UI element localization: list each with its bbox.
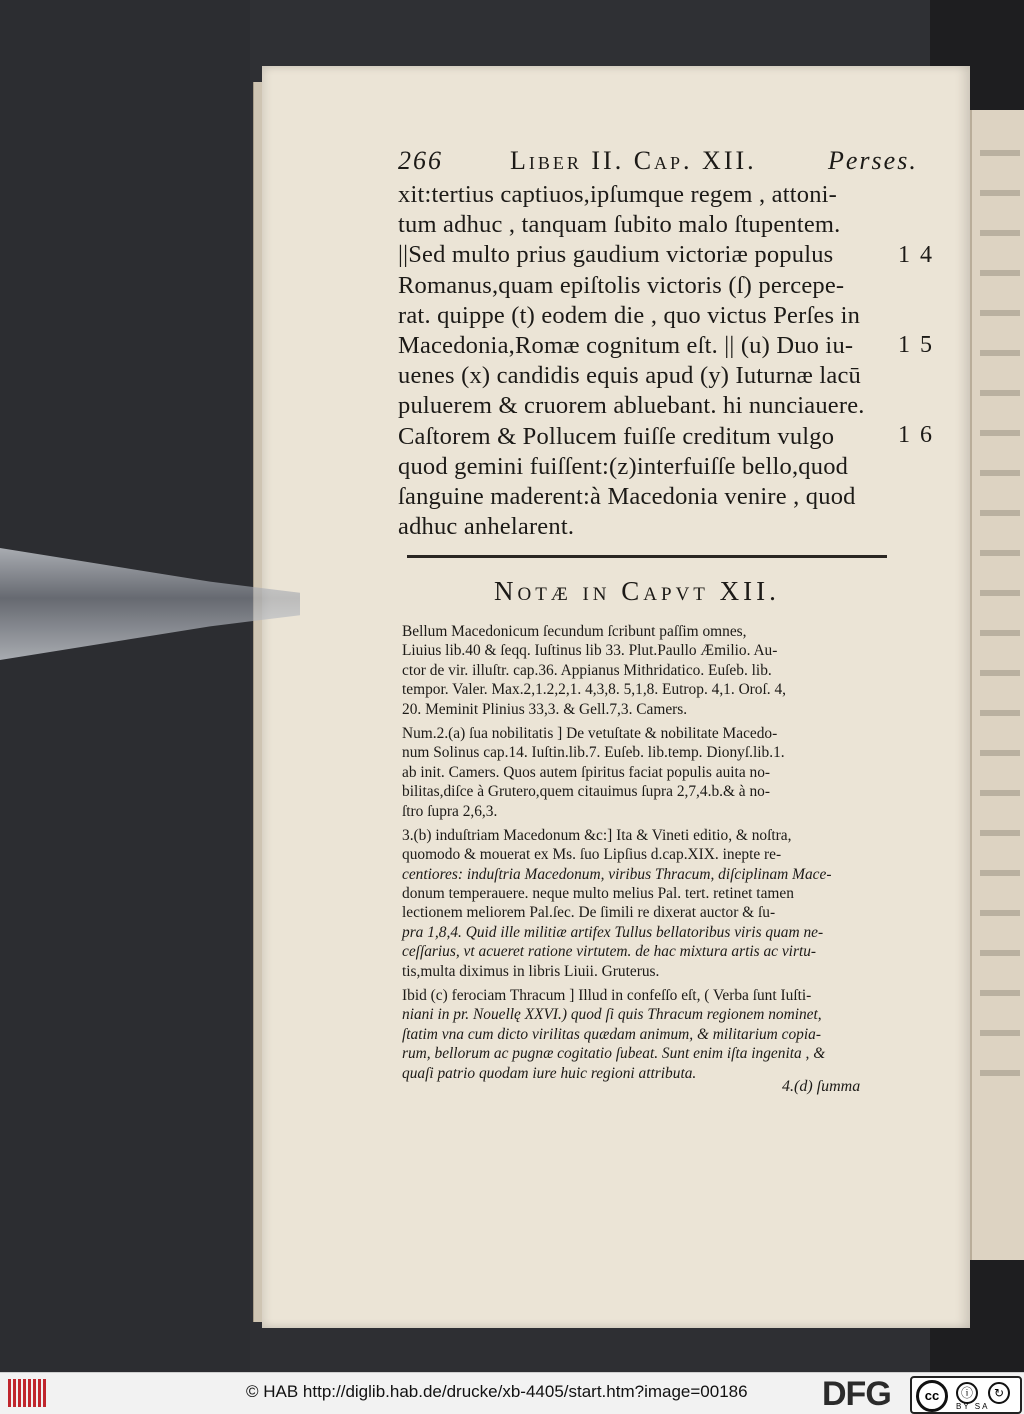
text-line: Romanus,quam epiſtolis victoris (ſ) percepe-: [398, 271, 845, 299]
note-line: quomodo & mouerat ex Ms. ſuo Lipſius d.cap.XIX. inepte re-: [402, 846, 782, 864]
note-paragraph: [402, 724, 888, 821]
note-line: niani in pr. Nouellę XXVI.) quod ſi quis Thracum regionem nominet,: [402, 1006, 822, 1024]
note-line: num Solinus cap.14. Iuſtin.lib.7. Euſeb. lib.temp. Dionyſ.lib.1.: [402, 744, 785, 762]
source-link[interactable]: © HAB http://diglib.hab.de/drucke/xb-4405/start.htm?image=00186: [246, 1382, 748, 1401]
note-line: ceſſarius, vt acueret ratione virtutem. de hac mixtura artis ac virtu-: [402, 943, 817, 961]
note-line: pra 1,8,4. Quid ille militiæ artifex Tullus bellatoribus viris quam ne-: [402, 923, 824, 941]
note-paragraph: [402, 826, 888, 981]
text-line: Caſtorem & Pollucem fuiſſe creditum vulgo: [398, 422, 835, 450]
sa-circle-icon: ↻: [988, 1382, 1010, 1404]
note-paragraph: [402, 986, 888, 1083]
hab-barcode-icon: [8, 1379, 46, 1407]
text-line: puluerem & cruorem abluebant. hi nunciauere.: [398, 392, 865, 420]
note-line: ſtatim vna cum dicto virilitas quædam animum, & militarium copia-: [402, 1025, 821, 1043]
text-line: uenes (x) candidis equis apud (y) Iuturnæ lacū: [398, 362, 862, 390]
note-line: 3.(b) induſtriam Macedonum &c:] Ita & Vineti editio, & noſtra,: [402, 826, 792, 844]
margin-number: 16: [898, 422, 942, 448]
note-line: ctor de vir. illuſtr. cap.36. Appianus Mithridatico. Euſeb. lib.: [402, 661, 772, 679]
text-line: Macedonia,Romæ cognitum eſt. || (u) Duo iu-: [398, 331, 854, 359]
catchword: 4.(d) ſumma: [782, 1078, 861, 1095]
notes-title: Notæ in Capvt XII.: [494, 576, 780, 606]
note-line: tis,multa diximus in libris Liuii. Gruterus.: [402, 962, 660, 980]
by-person-icon: ⓘ: [956, 1382, 978, 1404]
text-line: rat. quippe (t) eodem die , quo victus Perſes in: [398, 301, 861, 329]
note-line: Liuius lib.40 & ſeqq. Iuſtinus lib 33. Plut.Paullo Æmilio. Au-: [402, 642, 778, 660]
text-line: quod gemini fuiſſent:(z)interfuiſſe bello,quod: [398, 452, 849, 480]
facing-page-sliver: [970, 110, 1024, 1260]
note-line: Num.2.(a) ſua nobilitatis ] De vetuſtate & nobilitate Macedo-: [402, 724, 778, 742]
book-page: [262, 66, 970, 1328]
section-heading: Perses.: [828, 146, 918, 175]
section-rule: [407, 555, 887, 558]
note-line: ab init. Camers. Quos autem ſpiritus faciat populis auita no-: [402, 763, 771, 781]
running-head: [398, 146, 958, 180]
dfg-logo: DFG: [822, 1375, 891, 1413]
text-line: ſanguine maderent:à Macedonia venire , quod: [398, 482, 856, 510]
footer-bar: [0, 1372, 1024, 1414]
license-label: BY SA: [956, 1402, 990, 1411]
cc-by-sa-icon[interactable]: [910, 1376, 1022, 1414]
text-line: adhuc anhelarent.: [398, 513, 575, 541]
note-line: quaſi patrio quodam iure huic regioni attributa.: [402, 1064, 697, 1082]
scanner-background-top: [250, 0, 940, 70]
note-line: Bellum Macedonicum ſecundum ſcribunt paſſim omnes,: [402, 623, 747, 640]
main-text-block: [398, 180, 898, 542]
note-line: 20. Meminit Plinius 33,3. & Gell.7,3. Camers.: [402, 700, 688, 718]
page-number: 266: [398, 146, 443, 175]
note-line: donum temperauere. neque multo melius Pal. tert. retinet tamen: [402, 885, 794, 903]
margin-number: 15: [898, 332, 942, 358]
text-line: ||Sed multo prius gaudium victoriæ populus: [398, 241, 834, 269]
note-line: bilitas,diſce à Grutero,quem citauimus ſupra 2,7,4.b.& à no-: [402, 783, 770, 801]
text-line: tum adhuc , tanquam ſubito malo ſtupentem.: [398, 211, 841, 239]
note-line: rum, bellorum ac pugnæ cogitatio ſubeat. Sunt enim iſta ingenita , &: [402, 1045, 826, 1063]
note-line: tempor. Valer. Max.2,1.2,2,1. 4,3,8. 5,1,8. Eutrop. 4,1. Oroſ. 4,: [402, 681, 787, 699]
scanner-background-left: [0, 0, 250, 1372]
text-line: xit:tertius captiuos,ipſumque regem , attoni-: [398, 181, 838, 208]
note-line: ſtro ſupra 2,6,3.: [402, 802, 498, 820]
margin-number: 14: [898, 242, 942, 268]
chapter-heading: Liber II. Cap. XII.: [510, 146, 757, 175]
note-line: Ibid (c) ferociam Thracum ] Illud in confeſſo eſt, ( Verba ſunt Iuſti-: [402, 987, 812, 1005]
note-line: centiores: induſtria Macedonum, viribus Thracum, diſciplinam Mace-: [402, 865, 832, 883]
notes-block: [402, 622, 888, 1088]
note-line: lectionem meliorem Pal.ſec. De ſimili re dixerat auctor & ſu-: [402, 904, 776, 922]
cc-icon: cc: [916, 1380, 948, 1412]
note-paragraph: [402, 622, 888, 719]
